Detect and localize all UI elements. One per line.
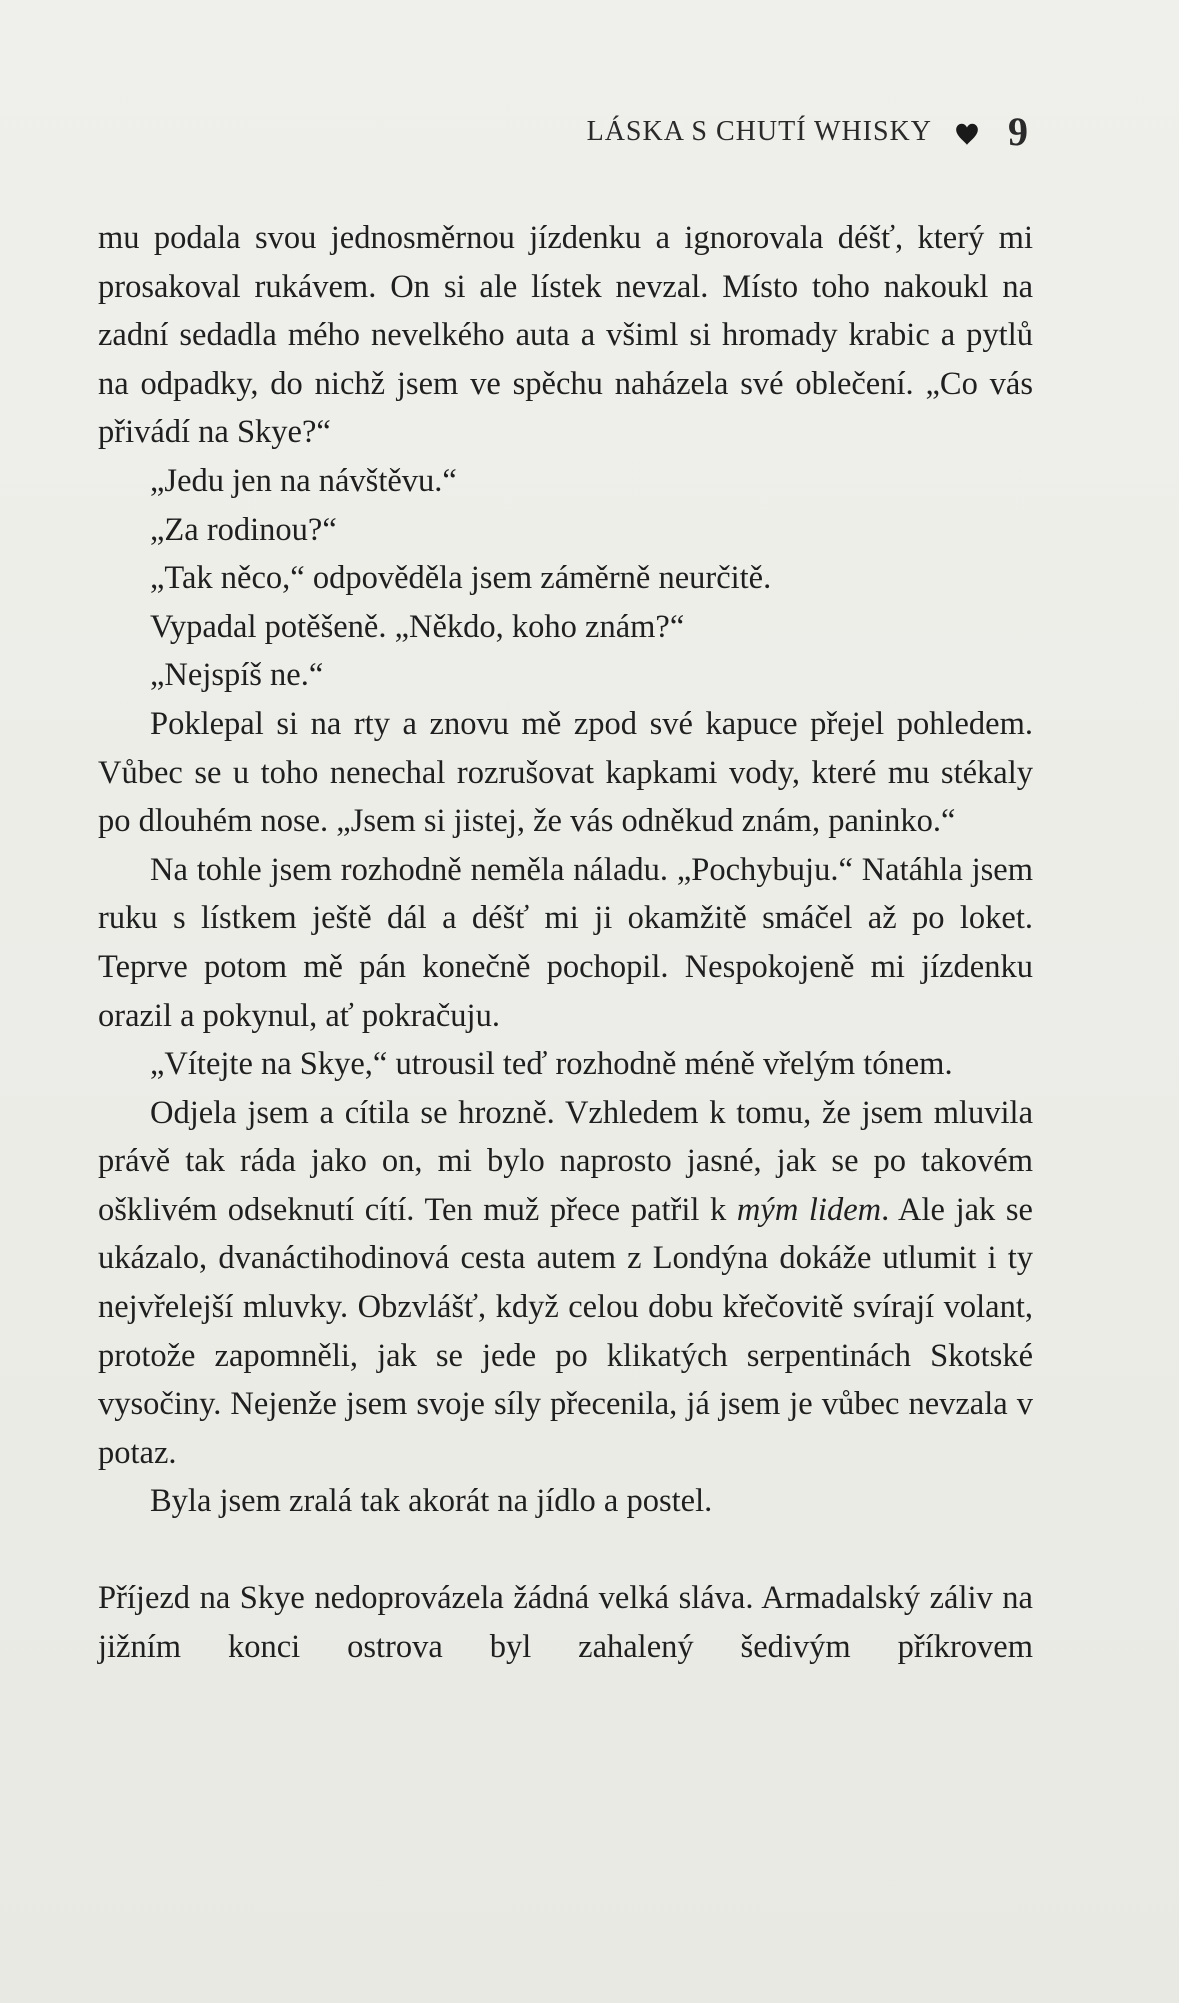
paragraph: „Jedu jen na návštěvu.“ [150,462,457,499]
running-title: LÁSKA S CHUTÍ WHISKY [586,115,932,147]
paragraph: Byla jsem zralá tak akorát na jídlo a postel. [150,1483,713,1520]
paragraph-text: . Ale jak se ukázalo, dvanáctihodinová cesta autem z Londýna dokáže utlumit i ty nejvřelejší mluvky. Obzvlášť, když celou dobu křečovitě svírají volant, protože zapomněli, jak se jede po klikatých serpentinách Skotské vysočiny. Nejenže jsem svoje síly přecenila, já jsem je vůbec nevzala v potaz. [98,1191,1033,1471]
paragraph: „Za rodinou?“ [150,511,337,548]
italic-phrase: mým lidem [736,1191,882,1228]
page-number: 9 [1008,109,1029,154]
body-text [98,214,1033,1671]
paragraph: Na tohle jsem rozhodně neměla náladu. „Pochybuju.“ Natáhla jsem ruku s lístkem ještě dál a déšť mi ji okamžitě smáčel až po loket. Teprve potom mě pán konečně pochopil. Nespokojeně mi jízdenku orazil a pokynul, ať pokračuju. [98,851,1033,1034]
paragraph-section-start: Příjezd na Skye nedoprovázela žádná velká sláva. Armadalský záliv na jižním konci ostrova byl zahalený šedivým příkrovem [98,1580,1033,1665]
running-header [587,108,1029,155]
paragraph: mu podala svou jednosměrnou jízdenku a ignorovala déšť, který mi prosakoval rukávem. On si ale lístek nevzal. Místo toho nakoukl na zadní sedadla mého nevelkého auta a všiml si hromady krabic a pytlů na odpadky, do nichž jsem ve spěchu naházela své oblečení. „Co vás přivádí na Skye?“ [98,220,1033,451]
paragraph: Poklepal si na rty a znovu mě zpod své kapuce přejel pohledem. Vůbec se u toho nenechal rozrušovat kapkami vody, které mu stékaly po dlouhém nose. „Jsem si jistej, že vás odněkud znám, paninko.“ [98,705,1033,840]
paragraph: „Nejspíš ne.“ [150,657,324,694]
heart-icon [954,121,980,147]
paragraph-text: Odjela jsem a cítila se hrozně. Vzhledem k tomu, že jsem mluvila právě tak ráda jako on, mi bylo naprosto jasné, jak se po takovém ošklivém odseknutí cítí. Ten muž přece patřil k [98,1094,1033,1228]
paragraph [98,1089,1033,1478]
paragraph: „Tak něco,“ odpověděla jsem záměrně neurčitě. [150,560,772,597]
paragraph: „Vítejte na Skye,“ utrousil teď rozhodně méně vřelým tónem. [150,1046,953,1083]
paragraph: Vypadal potěšeně. „Někdo, koho znám?“ [150,608,685,645]
